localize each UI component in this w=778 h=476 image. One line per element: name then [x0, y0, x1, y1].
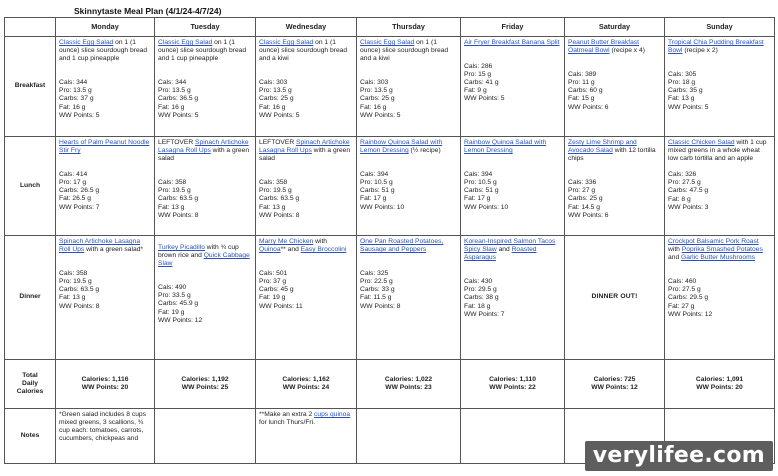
stat-line: Fat: 16 g	[158, 103, 185, 111]
stat-line: WW Points: 3	[668, 203, 709, 211]
total-thursday	[357, 360, 461, 409]
stat-line: Fat: 16 g	[360, 103, 387, 111]
stat-line: WW Points: 5	[464, 95, 505, 103]
meal-description: on 1 (1 ounce) slice sourdough bread and a kiwi	[259, 39, 348, 63]
stat-line: Carbs: 63.5 g	[158, 195, 199, 203]
row-label-notes: Notes	[5, 409, 56, 464]
lunch-sunday	[665, 137, 775, 236]
stat-line: Cals: 358	[158, 179, 187, 187]
recipe-link[interactable]: Rainbow Quinoa Salad with Lemon Dressing	[464, 139, 547, 155]
stat-line: Pro: 19.5 g	[59, 278, 92, 286]
recipe-link[interactable]: Classic Egg Salad	[158, 39, 213, 46]
meal-description: with 12 tortilla chips	[568, 147, 656, 163]
meal-description: with 1 cup mixed greens in a whole wheat low carb tortilla and an apple	[668, 139, 767, 163]
stat-line: WW Points: 8	[259, 211, 300, 219]
meal-description: with	[668, 246, 682, 254]
breakfast-saturday	[565, 37, 665, 137]
lunch-wednesday	[256, 137, 357, 236]
totals-row	[5, 360, 775, 409]
meal-description: and	[668, 254, 682, 262]
notes-tuesday	[155, 409, 256, 464]
stat-line: Pro: 11 g	[568, 79, 595, 87]
day-header-saturday: Saturday	[565, 18, 665, 37]
stat-line: Pro: 13.5 g	[59, 87, 92, 95]
stat-line: WW Points: 12	[668, 310, 713, 318]
stat-line: WW Points: 5	[158, 111, 199, 119]
breakfast-monday	[56, 37, 155, 137]
stat-line: Carbs: 25 g	[360, 95, 395, 103]
total-ww-points: WW Points: 12	[591, 384, 638, 391]
stat-line: Pro: 10.5 g	[360, 179, 393, 187]
recipe-link[interactable]: Rainbow Quinoa Salad with Lemon Dressing	[360, 139, 443, 155]
stat-line: Carbs: 63.5 g	[59, 286, 100, 294]
stat-line: WW Points: 6	[568, 103, 609, 111]
meal-description: on 1 (1 ounce) slice sourdough bread and 1 cup pineapple	[158, 39, 247, 63]
recipe-link[interactable]: Hearts of Palm Peanut Noodle Stir Fry	[59, 139, 150, 155]
stat-line: Fat: 16 g	[259, 103, 286, 111]
stat-line: Pro: 27.5 g	[668, 286, 701, 294]
stat-line: Cals: 394	[360, 171, 389, 179]
dinner-wednesday	[256, 236, 357, 360]
total-ww-points: WW Points: 23	[385, 384, 432, 391]
meal-description: on 1 (1 ounce) slice sourdough bread and 1 cup pineapple	[59, 39, 148, 63]
recipe-link[interactable]: One Pan Roasted Potatoes, Sausage and Peppers	[360, 238, 444, 254]
stat-line: Fat: 27 g	[668, 302, 695, 310]
dinner-thursday	[357, 236, 461, 360]
recipe-link[interactable]: Roasted Asparagus	[464, 246, 537, 262]
stat-line: WW Points: 11	[259, 302, 303, 310]
watermark: verylifee.com	[585, 441, 773, 471]
stat-line: WW Points: 10	[464, 203, 509, 211]
total-calories: Calories: 1,110	[489, 375, 536, 383]
stat-line: Pro: 13.5 g	[360, 87, 393, 95]
stat-line: Cals: 414	[59, 171, 88, 179]
meal-description: with a green salad	[158, 147, 250, 163]
row-label-line: Calories	[16, 388, 44, 396]
stat-line: WW Points: 8	[59, 302, 100, 310]
row-label-line: Daily	[22, 379, 38, 387]
dinner-tuesday	[155, 236, 256, 360]
recipe-link[interactable]: Quinoa	[259, 246, 281, 254]
total-calories: Calories: 1,022	[384, 375, 433, 383]
stat-line: WW Points: 5	[59, 111, 100, 119]
stat-line: WW Points: 8	[158, 211, 199, 219]
lunch-saturday	[565, 137, 665, 236]
recipe-link[interactable]: Turkey Picadillo	[158, 244, 205, 251]
recipe-link[interactable]: Korean-Inspired Salmon Tacos Spicy Slaw	[464, 238, 556, 254]
meal-plan-table	[4, 17, 775, 464]
meal-description: with ¾ cup brown rice and	[158, 244, 239, 260]
total-calories: Calories: 1,192	[181, 375, 229, 383]
stat-line: Cals: 344	[59, 79, 88, 87]
stat-line: Carbs: 29.5 g	[668, 294, 709, 302]
notes-monday: *Green salad includes 8 cups mixed greens, 3 scallions, ¾ cup each: tomatoes, carrots, cucumbers, chickpeas and	[56, 409, 155, 464]
stat-line: Carbs: 36.5 g	[158, 95, 199, 103]
stat-line: Pro: 37 g	[259, 278, 287, 286]
stat-line: Carbs: 37 g	[59, 95, 94, 103]
notes-thursday	[357, 409, 461, 464]
stat-line: Fat: 16 g	[59, 103, 86, 111]
meal-description: with a green salad*	[84, 246, 144, 254]
recipe-link[interactable]: Spinach Artichoke Lasagna Roll Ups	[259, 139, 350, 155]
day-header-monday: Monday	[56, 18, 155, 37]
stat-line: Cals: 358	[59, 270, 88, 278]
stat-line: Fat: 14.5 g	[568, 203, 600, 211]
day-header-tuesday: Tuesday	[155, 18, 256, 37]
meal-description: on 1 (1 ounce) slice sourdough bread and a kiwi	[360, 39, 449, 63]
recipe-link[interactable]: Spinach Artichoke Lasagna Roll Ups	[158, 139, 249, 155]
stat-line: Cals: 303	[360, 79, 389, 87]
stat-line: Carbs: 33 g	[360, 286, 395, 294]
stat-line: Pro: 10.5 g	[464, 179, 497, 187]
stat-line: Fat: 15 g	[568, 95, 595, 103]
total-ww-points: WW Points: 22	[489, 384, 536, 391]
lunch-monday	[56, 137, 155, 236]
stat-line: Pro: 13.5 g	[158, 87, 191, 95]
stat-line: Cals: 325	[360, 270, 389, 278]
stat-line: Cals: 336	[568, 179, 597, 187]
stat-line: Fat: 13 g	[158, 203, 185, 211]
recipe-link[interactable]: Peanut Butter Breakfast Oatmeal Bowl	[568, 39, 640, 55]
total-sunday	[665, 360, 775, 409]
stat-line: Carbs: 63.5 g	[259, 195, 300, 203]
stat-line: Cals: 305	[668, 71, 697, 79]
recipe-link[interactable]: Air Fryer Breakfast Banana Split	[464, 39, 560, 46]
meal-description: and	[496, 246, 512, 254]
recipe-link[interactable]: Marry Me Chicken	[259, 238, 314, 245]
stat-line: Fat: 8 g	[668, 195, 691, 203]
stat-line: Pro: 15 g	[464, 71, 492, 79]
stat-line: Pro: 29.5 g	[464, 286, 497, 294]
stat-line: Carbs: 35 g	[668, 87, 703, 95]
recipe-link[interactable]: Classic Egg Salad	[59, 39, 114, 46]
stat-line: Cals: 430	[464, 278, 493, 286]
stat-line: Fat: 17 g	[360, 195, 387, 203]
total-friday	[461, 360, 565, 409]
stat-line: Pro: 13.5 g	[259, 87, 292, 95]
stat-line: Cals: 326	[668, 171, 697, 179]
total-calories: Calories: 1,091	[695, 375, 744, 383]
lunch-row	[5, 137, 775, 236]
stat-line: Pro: 27.5 g	[668, 179, 701, 187]
stat-line: Pro: 22.5 g	[360, 278, 393, 286]
note-text: **Make an extra 2	[259, 411, 315, 418]
meal-description: (recipe x 4)	[609, 47, 645, 55]
total-calories: Calories: 725	[593, 375, 636, 383]
stat-line: WW Points: 10	[360, 203, 405, 211]
total-calories: Calories: 1,116	[81, 375, 129, 383]
stat-line: Cals: 490	[158, 284, 187, 292]
total-monday	[56, 360, 155, 409]
notes-friday	[461, 409, 565, 464]
recipe-link[interactable]: Classic Chicken Salad	[668, 139, 735, 146]
day-header-wednesday: Wednesday	[256, 18, 357, 37]
total-ww-points: WW Points: 20	[81, 384, 129, 391]
dinner-saturday: DINNER OUT!	[565, 236, 665, 360]
stat-line: Carbs: 41 g	[464, 79, 499, 87]
meal-description: with	[313, 238, 328, 245]
total-tuesday	[155, 360, 256, 409]
stat-line: Carbs: 51 g	[360, 187, 395, 195]
stat-line: WW Points: 8	[360, 302, 401, 310]
recipe-link[interactable]: Poprika Smashed Potatoes	[681, 246, 763, 254]
total-ww-points: WW Points: 24	[282, 384, 330, 391]
lunch-friday	[461, 137, 565, 236]
recipe-link[interactable]: Classic Egg Salad	[360, 39, 415, 46]
lunch-tuesday	[155, 137, 256, 236]
stat-line: Fat: 13 g	[668, 95, 695, 103]
stat-line: WW Points: 12	[158, 316, 203, 324]
stat-line: Carbs: 45.9 g	[158, 300, 199, 308]
page-title: Skinnytaste Meal Plan (4/1/24-4/7/24)	[74, 6, 222, 16]
dinner-sunday	[665, 236, 775, 360]
recipe-link[interactable]: Crockpot Balsamic Pork Roast	[668, 238, 759, 245]
breakfast-tuesday	[155, 37, 256, 137]
total-calories: Calories: 1,162	[282, 375, 330, 383]
recipe-link[interactable]: Classic Egg Salad	[259, 39, 314, 46]
stat-line: Carbs: 25 g	[259, 95, 294, 103]
note-text: for lunch Thurs/Fri.	[259, 419, 315, 427]
day-header-friday: Friday	[461, 18, 565, 37]
stat-line: Pro: 19.5 g	[259, 187, 292, 195]
header-row	[5, 18, 775, 37]
stat-line: Pro: 19.5 g	[158, 187, 191, 195]
meal-description: (recipe x 2)	[682, 47, 718, 55]
stat-line: Carbs: 45 g	[259, 286, 294, 294]
recipe-link[interactable]: Tropical Chia Pudding Breakfast Bowl	[668, 39, 764, 55]
stat-line: Fat: 13 g	[59, 294, 86, 302]
stat-line: Carbs: 47.5 g	[668, 187, 709, 195]
stat-line: WW Points: 7	[59, 203, 100, 211]
meal-description: with a green salad	[259, 147, 351, 163]
stat-line: Fat: 18 g	[464, 302, 491, 310]
recipe-link[interactable]: Zesty Lime Shrimp and Avocado Salad	[568, 139, 637, 155]
stat-line: Carbs: 60 g	[568, 87, 603, 95]
stat-line: Pro: 27 g	[568, 187, 596, 195]
stat-line: Fat: 26.5 g	[59, 195, 91, 203]
stat-line: Cals: 286	[464, 63, 493, 71]
dinner-monday	[56, 236, 155, 360]
lunch-thursday	[357, 137, 461, 236]
stat-line: Cals: 344	[158, 79, 187, 87]
breakfast-wednesday	[256, 37, 357, 137]
dinner-friday	[461, 236, 565, 360]
stat-line: WW Points: 5	[259, 111, 300, 119]
stat-line: WW Points: 7	[464, 310, 505, 318]
recipe-link[interactable]: Spinach Artichoke Lasagna Roll Ups	[59, 238, 141, 254]
row-label-breakfast: Breakfast	[5, 37, 56, 137]
stat-line: WW Points: 5	[360, 111, 401, 119]
meal-prefix: LEFTOVER	[158, 139, 196, 146]
stat-line: Cals: 358	[259, 179, 288, 187]
stat-line: Cals: 394	[464, 171, 493, 179]
row-label-total	[5, 360, 56, 409]
stat-line: Carbs: 51 g	[464, 187, 499, 195]
recipe-link[interactable]: Quick Cabbage Slaw	[158, 252, 250, 268]
recipe-link[interactable]: Easy Broccolini	[300, 246, 347, 254]
recipe-link[interactable]: cups quinoa	[314, 411, 351, 418]
total-saturday	[565, 360, 665, 409]
meal-description: ** and	[280, 246, 301, 254]
total-ww-points: WW Points: 25	[181, 384, 229, 391]
day-header-sunday: Sunday	[665, 18, 775, 37]
stat-line: Cals: 389	[568, 71, 597, 79]
row-label-lunch: Lunch	[5, 137, 56, 236]
notes-wednesday	[256, 409, 357, 464]
stat-line: Fat: 11.5 g	[360, 294, 392, 302]
stat-line: Pro: 33.5 g	[158, 292, 191, 300]
total-wednesday	[256, 360, 357, 409]
meal-prefix: LEFTOVER	[259, 139, 297, 146]
stat-line: Fat: 9 g	[464, 87, 487, 95]
dinner-row	[5, 236, 775, 360]
stat-line: Pro: 17 g	[59, 179, 87, 187]
stat-line: Pro: 18 g	[668, 79, 696, 87]
stat-line: Carbs: 26.5 g	[59, 187, 100, 195]
stat-line: WW Points: 5	[668, 103, 709, 111]
breakfast-sunday	[665, 37, 775, 137]
stat-line: Cals: 501	[259, 270, 288, 278]
stat-line: WW Points: 6	[568, 211, 609, 219]
recipe-link[interactable]: Garlic Butter Mushrooms	[681, 254, 755, 262]
stat-line: Fat: 17 g	[464, 195, 491, 203]
total-ww-points: WW Points: 20	[696, 384, 743, 391]
stat-line: Cals: 303	[259, 79, 288, 87]
row-label-line: Total	[22, 371, 38, 379]
breakfast-row	[5, 37, 775, 137]
stat-line: Fat: 19 g	[259, 294, 286, 302]
stat-line: Carbs: 38 g	[464, 294, 499, 302]
day-header-thursday: Thursday	[357, 18, 461, 37]
stat-line: Cals: 460	[668, 278, 697, 286]
stat-line: Fat: 13 g	[259, 203, 286, 211]
stat-line: Fat: 19 g	[158, 308, 185, 316]
corner-cell	[5, 18, 56, 37]
breakfast-friday	[461, 37, 565, 137]
row-label-dinner: Dinner	[5, 236, 56, 360]
breakfast-thursday	[357, 37, 461, 137]
meal-description: (½ recipe)	[408, 147, 441, 155]
stat-line: Carbs: 25 g	[568, 195, 603, 203]
